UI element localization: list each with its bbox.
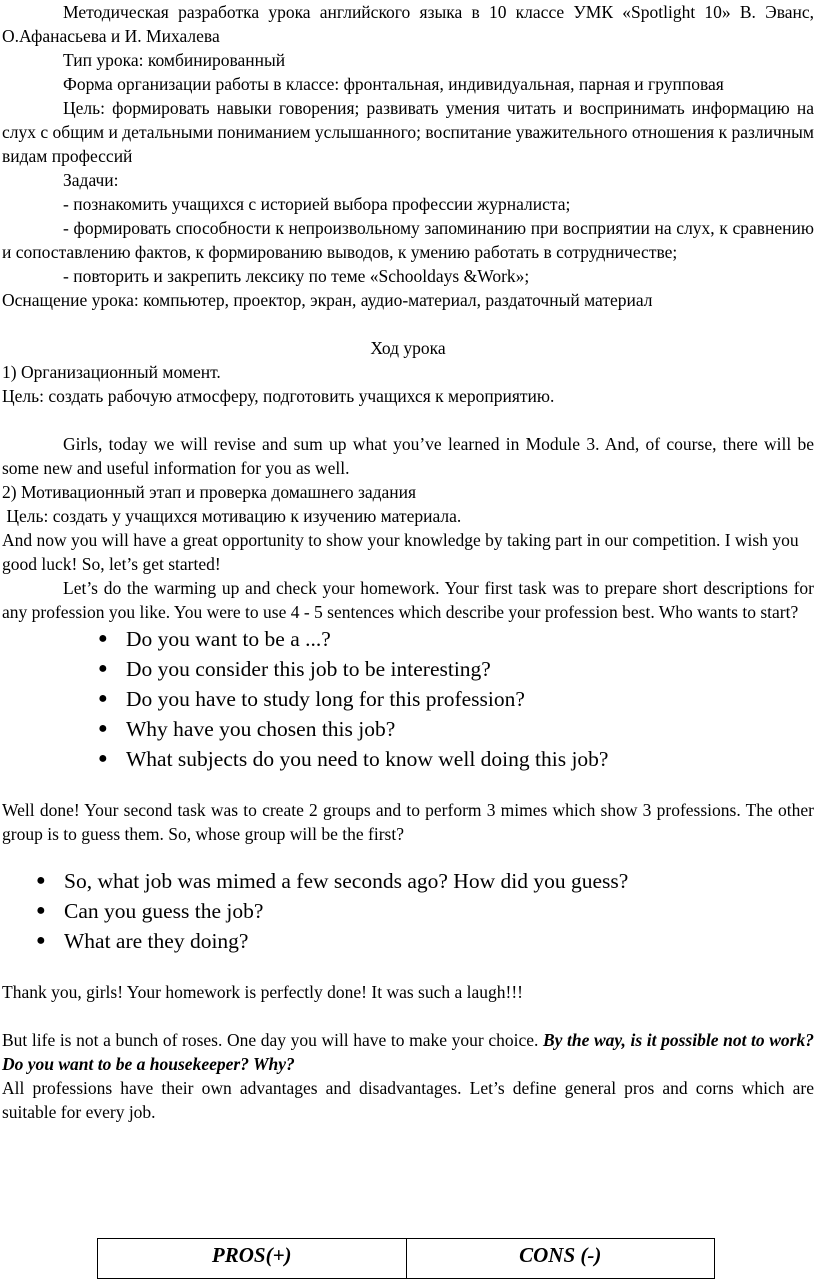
bullet-icon: ● [98, 690, 108, 707]
task-item: - формировать способности к непроизвольному запоминанию при восприятии на слух, к сравнению и сопоставлению фактов, к формированию выводов, к умению работать в сотрудничестве; [2, 218, 814, 262]
well-done-text: Well done! Your second task was to create 2 groups and to perform 3 mimes which show 3 professions. The other group is to guess them. So, whose group will be the first? [2, 800, 814, 844]
doc-title: Методическая разработка урока английского языка в 10 классе УМК «Spotlight 10» В. Эванс, О.Афанасьева и И. Михалева [2, 2, 814, 46]
list-item: ● Do you want to be a ...? [126, 624, 814, 654]
pros-cons-table [97, 1238, 715, 1279]
life-text [2, 1028, 814, 1076]
bullet-icon: ● [36, 932, 46, 949]
bullet-icon: ● [98, 630, 108, 647]
lesson-heading: Ход урока [370, 338, 446, 358]
list-item: ● Can you guess the job? [64, 896, 814, 926]
life-question: By the way, is it possible not to work? Do you want to be a housekeeper? Why? [2, 1030, 814, 1074]
bullet-icon: ● [98, 750, 108, 767]
lesson-goal: Цель: формировать навыки говорения; развивать умения читать и воспринимать информацию на слух с общим и детальными пониманием услышанного; воспитание уважительного отношения к различным видам профессий [2, 98, 814, 166]
task-item: - повторить и закрепить лексику по теме «Schooldays &Work»; [63, 266, 530, 286]
task-item: - познакомить учащихся с историей выбора профессии журналиста; [63, 194, 571, 214]
bullet-icon: ● [36, 872, 46, 889]
bullet-icon: ● [98, 720, 108, 737]
intro-text: Girls, today we will revise and sum up what you’ve learned in Module 3. And, of course, there will be some new and useful information for you as well. [2, 434, 814, 478]
list-item: ● What subjects do you need to know well doing this job? [126, 744, 814, 774]
bullet-icon: ● [36, 902, 46, 919]
equipment: Оснащение урока: компьютер, проектор, экран, аудио-материал, раздаточный материал [2, 290, 653, 310]
stage1-title: 1) Организационный момент. [2, 362, 221, 382]
list-item: ● Why have you chosen this job? [126, 714, 814, 744]
pros-header: PROS(+) [98, 1239, 407, 1279]
list-item: ● Do you consider this job to be interesting? [126, 654, 814, 684]
lesson-form: Форма организации работы в классе: фронтальная, индивидуальная, парная и групповая [63, 74, 724, 94]
opportunity-text: And now you will have a great opportunity to show your knowledge by taking part in our competition. I wish you good luck! So, let’s get started! [2, 530, 799, 574]
bullet-icon: ● [98, 660, 108, 677]
professions-text: All professions have their own advantages and disadvantages. Let’s define general pros and corns which are suitable for every job. [2, 1078, 814, 1122]
stage2-title: 2) Мотивационный этап и проверка домашнего задания [2, 482, 417, 502]
spacer [2, 1004, 814, 1028]
spacer [2, 408, 814, 432]
thanks-text: Thank you, girls! Your homework is perfectly done! It was such a laugh!!! [2, 982, 523, 1002]
spacer [2, 312, 814, 336]
list-item: ● What are they doing? [64, 926, 814, 956]
question-list-2 [2, 866, 814, 956]
list-item: ● So, what job was mimed a few seconds ago? How did you guess? [64, 866, 814, 896]
list-item: ● Do you have to study long for this profession? [126, 684, 814, 714]
life-plain: But life is not a bunch of roses. One day you will have to make your choice. [2, 1030, 543, 1050]
question-list-1 [2, 624, 814, 774]
spacer [2, 956, 814, 980]
stage1-goal: Цель: создать рабочую атмосферу, подготовить учащихся к мероприятию. [2, 386, 555, 406]
cons-header: CONS (-) [406, 1239, 715, 1279]
table-row [98, 1239, 715, 1279]
spacer [2, 774, 814, 798]
tasks-label: Задачи: [63, 170, 119, 190]
warming-text: Let’s do the warming up and check your homework. Your first task was to prepare short descriptions for any profession you like. You were to use 4 - 5 sentences which describe your profession best. Who wants to start? [2, 578, 814, 622]
stage2-goal: Цель: создать у учащихся мотивацию к изучению материала. [2, 506, 462, 526]
lesson-type: Тип урока: комбинированный [63, 50, 286, 70]
spacer [2, 846, 814, 866]
